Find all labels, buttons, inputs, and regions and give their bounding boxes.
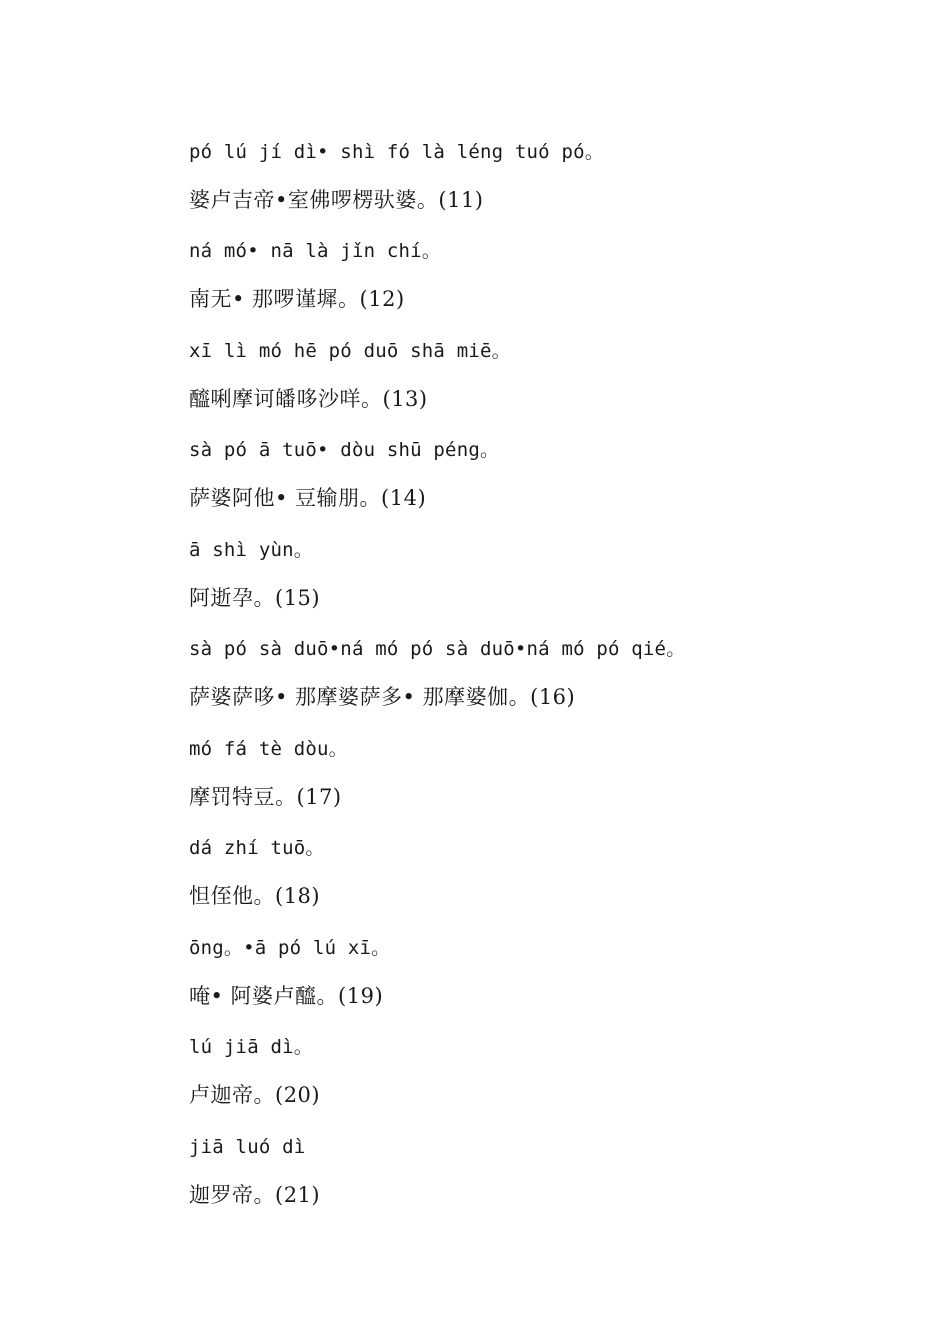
pinyin-line-11: pó lú jí dì• shì fó là léng tuó pó。: [189, 141, 604, 163]
pinyin-line-21: jiā luó dì: [189, 1136, 306, 1158]
hanzi-line-19: 唵• 阿婆卢醯。(19): [189, 984, 384, 1008]
hanzi-line-21: 迦罗帝。(21): [189, 1183, 321, 1207]
pinyin-line-17: mó fá tè dòu。: [189, 738, 348, 760]
hanzi-line-20: 卢迦帝。(20): [189, 1083, 321, 1107]
pinyin-line-18: dá zhí tuō。: [189, 837, 325, 859]
hanzi-line-16: 萨婆萨哆• 那摩婆萨多• 那摩婆伽。(16): [189, 685, 576, 709]
hanzi-line-11: 婆卢吉帝•室佛啰楞驮婆。(11): [189, 188, 484, 212]
pinyin-line-15: ā shì yùn。: [189, 539, 313, 561]
hanzi-line-13: 醯唎摩诃皤哆沙咩。(13): [189, 387, 428, 411]
pinyin-line-14: sà pó ā tuō• dòu shū péng。: [189, 439, 500, 461]
pinyin-line-16: sà pó sà duō•ná mó pó sà duō•ná mó pó qié。: [189, 638, 686, 660]
hanzi-line-12: 南无• 那啰谨墀。(12): [189, 287, 405, 311]
hanzi-line-15: 阿逝孕。(15): [189, 586, 321, 610]
pinyin-line-19: ōng。•ā pó lú xī。: [189, 937, 391, 959]
pinyin-line-12: ná mó• nā là jǐn chí。: [189, 240, 441, 262]
pinyin-line-20: lú jiā dì。: [189, 1036, 313, 1058]
hanzi-line-18: 怛侄他。(18): [189, 884, 321, 908]
pinyin-line-13: xī lì mó hē pó duō shā miē。: [189, 340, 511, 362]
hanzi-line-17: 摩罚特豆。(17): [189, 785, 342, 809]
hanzi-line-14: 萨婆阿他• 豆输朋。(14): [189, 486, 427, 510]
